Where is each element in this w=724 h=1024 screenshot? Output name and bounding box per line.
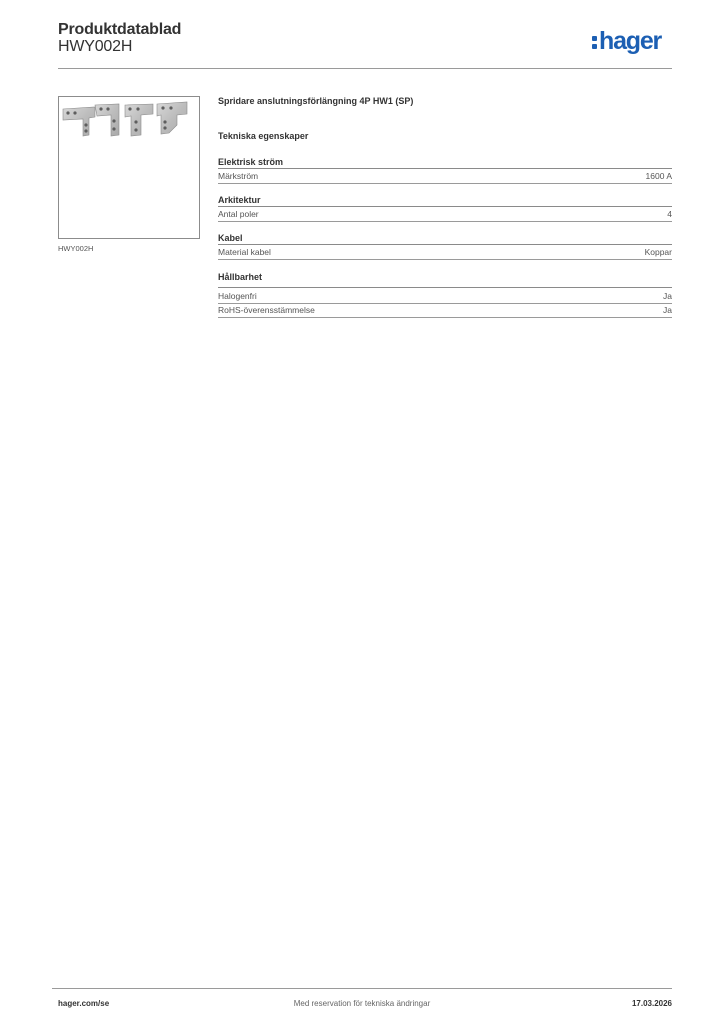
footer-date: 17.03.2026 xyxy=(631,999,672,1008)
group-divider xyxy=(218,244,672,245)
group-title-cable: Kabel xyxy=(218,233,243,243)
spec-row-poles xyxy=(218,208,672,221)
group-divider xyxy=(218,206,672,207)
row-divider xyxy=(218,259,672,260)
row-divider xyxy=(218,183,672,184)
spec-label: Antal poler xyxy=(218,209,259,219)
spec-row-halogen-free xyxy=(218,290,672,303)
logo-dots-icon xyxy=(592,33,597,50)
spec-value: Koppar xyxy=(644,247,672,257)
spec-label: Märkström xyxy=(218,171,259,181)
spec-label: Material kabel xyxy=(218,247,271,257)
product-title: Spridare anslutningsförlängning 4P HW1 (SP) xyxy=(218,96,414,106)
group-title-sustainability: Hållbarhet xyxy=(218,272,263,282)
spec-row-rohs xyxy=(218,304,672,317)
spec-row-cable-material xyxy=(218,246,672,259)
spec-row-rated-current xyxy=(218,170,672,183)
product-image xyxy=(58,96,200,239)
footer-divider xyxy=(52,988,672,989)
logo-text: hager xyxy=(599,27,662,55)
section-title: Tekniska egenskaper xyxy=(218,131,309,141)
spec-label: RoHS-överensstämmelse xyxy=(218,305,315,315)
footer-disclaimer: Med reservation för tekniska ändringar xyxy=(293,999,431,1008)
group-divider xyxy=(218,168,672,169)
group-title-architecture: Arkitektur xyxy=(218,195,261,205)
spec-value: 4 xyxy=(667,209,672,219)
spec-value: Ja xyxy=(663,305,672,315)
connection-plates-icon xyxy=(59,97,199,238)
row-divider xyxy=(218,221,672,222)
footer-website-link[interactable]: hager.com/se xyxy=(58,999,110,1008)
group-divider xyxy=(218,287,672,288)
spec-value: Ja xyxy=(663,291,672,301)
product-code: HWY002H xyxy=(58,38,133,55)
document-title: Produktdatablad xyxy=(58,21,182,38)
row-divider xyxy=(218,317,672,318)
header-divider xyxy=(58,68,672,69)
image-caption: HWY002H xyxy=(58,244,94,253)
spec-label: Halogenfri xyxy=(218,291,257,301)
hager-logo xyxy=(592,28,661,54)
group-title-electrical: Elektrisk ström xyxy=(218,157,284,167)
spec-value: 1600 A xyxy=(645,171,672,181)
